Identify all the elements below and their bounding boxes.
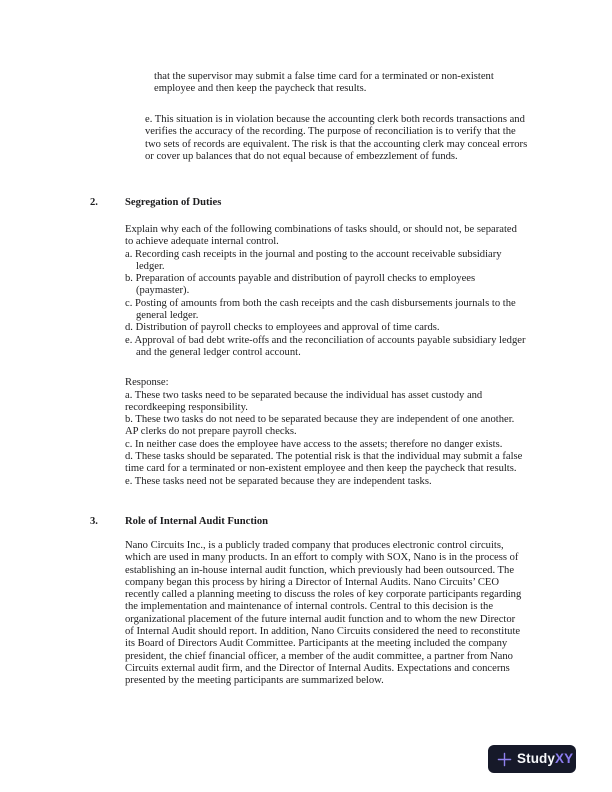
task-marker: b. bbox=[125, 273, 133, 285]
brand-text bbox=[517, 750, 574, 766]
task-text: Recording cash receipts in the journal and posting to the account receivable subsidiary ledger. bbox=[135, 248, 502, 272]
task-item-e bbox=[125, 335, 526, 360]
response-item-a: a. These two tasks need to be separated because the individual has asset custody and recordkeeping responsibility. bbox=[125, 389, 483, 413]
response-item-c: c. In neither case does the employee have access to the assets; therefore no danger exists. bbox=[125, 438, 503, 450]
task-item-d bbox=[125, 322, 526, 334]
task-item-c bbox=[125, 298, 526, 323]
brand-accent: XY bbox=[555, 750, 574, 766]
section-3-paragraph: Nano Circuits Inc., is a publicly traded company that produces electronic control circuits, which are used in many products. In an effort to comply with SOX, Nano is in the process of establishing an in-house internal audit function, which previously had been outsourced. The company began this process by hiring a Director of Internal Audits. Nano Circuits’ CEO recently called a planning meeting to discuss the roles of key corporate participants regarding the implementation and maintenance of internal controls. Central to this decision is the organizational placement of the future internal audit function and to whom the new Director of Internal Audit should report. In addition, Nano Circuits considered the need to reconstitute its Board of Directors Audit Committee. Participants at the meeting included the company president, the chief financial officer, a member of the audit committee, a partner from Nano Circuits external audit firm, and the Director of Internal Audits. Expectations and concerns presented by the meeting participants are summarized below. bbox=[125, 540, 522, 687]
task-marker: a. bbox=[125, 248, 133, 260]
task-text: Approval of bad debt write-offs and the reconciliation of accounts payable subsidiary ledger and the general ledger control account. bbox=[134, 334, 526, 358]
section-2-title: Segregation of Duties bbox=[125, 197, 222, 208]
task-item-b bbox=[125, 273, 526, 298]
task-marker: d. bbox=[125, 322, 133, 334]
studyxy-watermark bbox=[488, 745, 576, 773]
section-2-number: 2. bbox=[90, 197, 98, 208]
violation-answer-paragraph: e. This situation is in violation because the accounting clerk both records transactions and verifies the accuracy of the recording. The purpose of reconciliation is to verify that the two sets of records are equivalent. The risk is that the accounting clerk may conceal errors or cover up balances that do not equal because of embezzlement of funds. bbox=[145, 114, 528, 162]
task-item-a bbox=[125, 249, 526, 274]
task-marker: c. bbox=[125, 297, 133, 309]
response-item-d: d. These tasks should be separated. The potential risk is that the individual may submit a false time card for a terminated or non-existent employee and then keep the paycheck that results. bbox=[125, 451, 523, 475]
response-label: Response: bbox=[125, 377, 169, 389]
section-3-number: 3. bbox=[90, 516, 98, 527]
section-2-response bbox=[125, 377, 526, 488]
response-item-b: b. These two tasks do not need to be separated because they are independent of one another. AP clerks do not prepare payroll checks. bbox=[125, 414, 515, 438]
task-text: Posting of amounts from both the cash receipts and the cash disbursements journals to the general ledger. bbox=[135, 297, 516, 322]
section-2-intro: Explain why each of the following combinations of tasks should, or should not, be separated to achieve adequate internal control. bbox=[125, 224, 517, 248]
task-text: Distribution of payroll checks to employees and approval of time cards. bbox=[135, 322, 440, 334]
continued-list-item-text: that the supervisor may submit a false time card for a terminated or non-existent employee and then keep the paycheck that results. bbox=[154, 71, 494, 95]
section-3-heading bbox=[90, 516, 268, 528]
response-item-e: e. These tasks need not be separated because they are independent tasks. bbox=[125, 475, 432, 487]
section-2-body bbox=[125, 224, 526, 488]
section-3-title: Role of Internal Audit Function bbox=[125, 516, 269, 527]
task-text: Preparation of accounts payable and distribution of payroll checks to employees (paymaster). bbox=[135, 273, 476, 297]
task-marker: e. bbox=[125, 334, 133, 346]
plus-icon bbox=[497, 752, 512, 767]
brand-primary: Study bbox=[517, 750, 556, 766]
section-2-heading bbox=[90, 197, 221, 209]
